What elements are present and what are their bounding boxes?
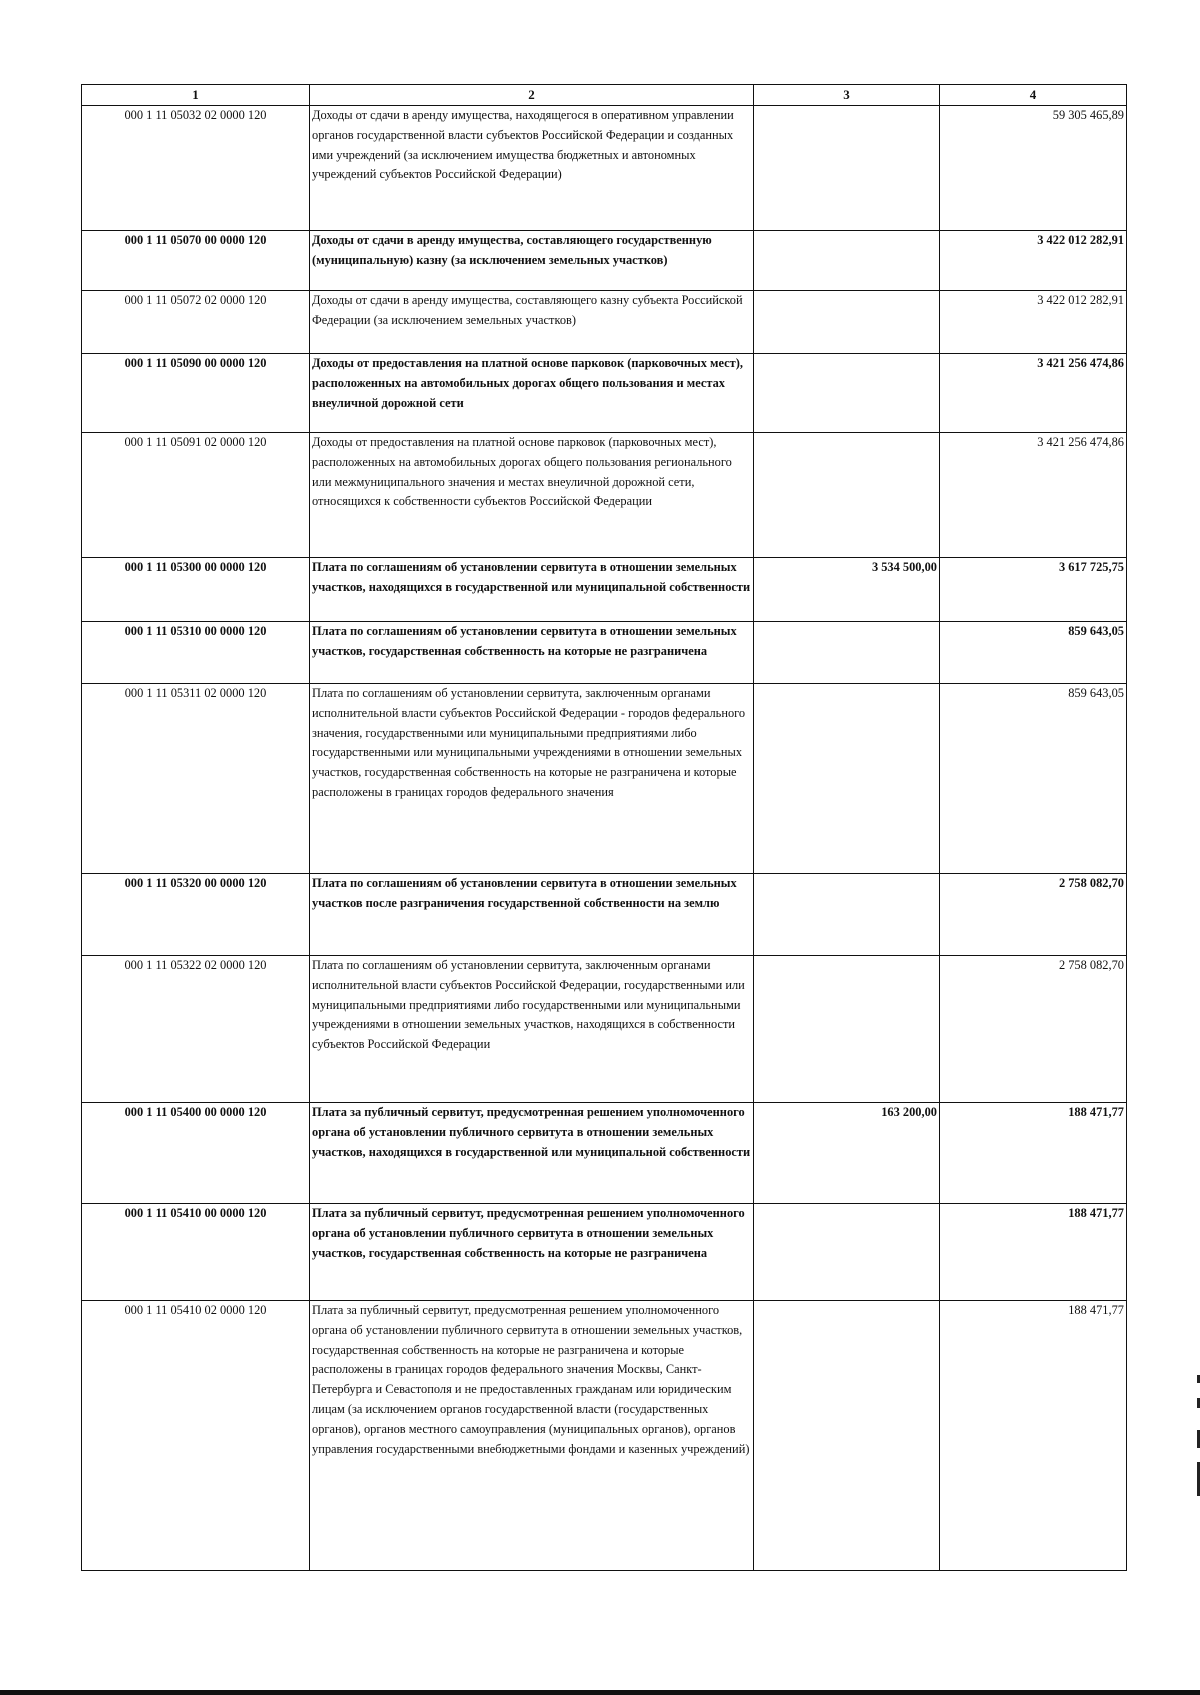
fact-amount-cell: 3 422 012 282,91 xyxy=(940,291,1127,354)
code-cell: 000 1 11 05072 02 0000 120 xyxy=(82,291,310,354)
description-cell: Плата по соглашениям об установлении сервитута, заключенным органами исполнительной власти субъектов Российской Федерации - городов федерального значения, государственными или муниципальными предприятиями либо государственными или муниципальными учреждениями в отношении земельных участков, государственная собственность на которые не разграничена и которые расположены в границах городов федерального значения xyxy=(310,684,754,874)
page-bottom-rule xyxy=(0,1690,1200,1695)
description-cell: Плата за публичный сервитут, предусмотренная решением уполномоченного органа об установлении публичного сервитута в отношении земельных участков, государственная собственность на которые не разграничена и которые расположены в границах городов федерального значения Москвы, Санкт-Петербурга и Севастополя и не предоставленных гражданам или юридическим лицам (за исключением органов государственной власти (государственных органов), органов местного самоуправления (муниципальных органов), органов управления государственными внебюджетными фондами и казенных учреждений) xyxy=(310,1301,754,1571)
revenue-table xyxy=(81,84,1127,1571)
column-header-fact: 4 xyxy=(940,85,1127,106)
table-row xyxy=(82,874,1127,956)
plan-amount-cell xyxy=(754,231,940,291)
code-cell: 000 1 11 05410 00 0000 120 xyxy=(82,1204,310,1301)
table-body xyxy=(82,106,1127,1571)
code-cell: 000 1 11 05400 00 0000 120 xyxy=(82,1103,310,1204)
table-row xyxy=(82,558,1127,622)
code-cell: 000 1 11 05320 00 0000 120 xyxy=(82,874,310,956)
description-cell: Плата по соглашениям об установлении сервитута в отношении земельных участков, государственная собственность на которые не разграничена xyxy=(310,622,754,684)
fact-amount-cell: 3 421 256 474,86 xyxy=(940,433,1127,558)
code-cell: 000 1 11 05091 02 0000 120 xyxy=(82,433,310,558)
plan-amount-cell: 3 534 500,00 xyxy=(754,558,940,622)
column-header-code: 1 xyxy=(82,85,310,106)
description-cell: Доходы от сдачи в аренду имущества, составляющего казну субъекта Российской Федерации (за исключением земельных участков) xyxy=(310,291,754,354)
fact-amount-cell: 3 617 725,75 xyxy=(940,558,1127,622)
description-cell: Плата по соглашениям об установлении сервитута в отношении земельных участков после разграничения государственной собственности на землю xyxy=(310,874,754,956)
fact-amount-cell: 188 471,77 xyxy=(940,1103,1127,1204)
code-cell: 000 1 11 05310 00 0000 120 xyxy=(82,622,310,684)
table-row xyxy=(82,106,1127,231)
description-cell: Плата за публичный сервитут, предусмотренная решением уполномоченного органа об установлении публичного сервитута в отношении земельных участков, находящихся в государственной или муниципальной собственности xyxy=(310,1103,754,1204)
plan-amount-cell xyxy=(754,1301,940,1571)
description-cell: Плата по соглашениям об установлении сервитута, заключенным органами исполнительной власти субъектов Российской Федерации, государственными или муниципальными предприятиями либо государственными или муниципальными учреждениями в отношении земельных участков, находящихся в собственности субъектов Российской Федерации xyxy=(310,956,754,1103)
table-row xyxy=(82,1204,1127,1301)
table-row xyxy=(82,231,1127,291)
table-row xyxy=(82,956,1127,1103)
column-header-plan: 3 xyxy=(754,85,940,106)
plan-amount-cell xyxy=(754,106,940,231)
description-cell: Доходы от сдачи в аренду имущества, составляющего государственную (муниципальную) казну (за исключением земельных участков) xyxy=(310,231,754,291)
code-cell: 000 1 11 05090 00 0000 120 xyxy=(82,354,310,433)
description-cell: Доходы от предоставления на платной основе парковок (парковочных мест), расположенных на автомобильных дорогах общего пользования и местах внеуличной дорожной сети xyxy=(310,354,754,433)
plan-amount-cell xyxy=(754,684,940,874)
plan-amount-cell xyxy=(754,874,940,956)
column-header-description: 2 xyxy=(310,85,754,106)
code-cell: 000 1 11 05070 00 0000 120 xyxy=(82,231,310,291)
code-cell: 000 1 11 05322 02 0000 120 xyxy=(82,956,310,1103)
fact-amount-cell: 3 422 012 282,91 xyxy=(940,231,1127,291)
table-row xyxy=(82,622,1127,684)
code-cell: 000 1 11 05300 00 0000 120 xyxy=(82,558,310,622)
fact-amount-cell: 3 421 256 474,86 xyxy=(940,354,1127,433)
description-cell: Доходы от сдачи в аренду имущества, находящегося в оперативном управлении органов государственной власти субъектов Российской Федерации и созданных ими учреждений (за исключением имущества бюджетных и автономных учреждений субъектов Российской Федерации) xyxy=(310,106,754,231)
fact-amount-cell: 59 305 465,89 xyxy=(940,106,1127,231)
fact-amount-cell: 188 471,77 xyxy=(940,1204,1127,1301)
plan-amount-cell xyxy=(754,354,940,433)
code-cell: 000 1 11 05311 02 0000 120 xyxy=(82,684,310,874)
table-row xyxy=(82,354,1127,433)
fact-amount-cell: 2 758 082,70 xyxy=(940,874,1127,956)
plan-amount-cell xyxy=(754,956,940,1103)
fact-amount-cell: 859 643,05 xyxy=(940,622,1127,684)
code-cell: 000 1 11 05410 02 0000 120 xyxy=(82,1301,310,1571)
plan-amount-cell xyxy=(754,1204,940,1301)
fact-amount-cell: 188 471,77 xyxy=(940,1301,1127,1571)
header-row xyxy=(82,85,1127,106)
table-row xyxy=(82,684,1127,874)
description-cell: Плата за публичный сервитут, предусмотренная решением уполномоченного органа об установлении публичного сервитута в отношении земельных участков, государственная собственность на которые не разграничена xyxy=(310,1204,754,1301)
table-row xyxy=(82,291,1127,354)
fact-amount-cell: 859 643,05 xyxy=(940,684,1127,874)
plan-amount-cell: 163 200,00 xyxy=(754,1103,940,1204)
fact-amount-cell: 2 758 082,70 xyxy=(940,956,1127,1103)
description-cell: Плата по соглашениям об установлении сервитута в отношении земельных участков, находящихся в государственной или муниципальной собственности xyxy=(310,558,754,622)
plan-amount-cell xyxy=(754,433,940,558)
table-row xyxy=(82,1103,1127,1204)
plan-amount-cell xyxy=(754,622,940,684)
table-row xyxy=(82,1301,1127,1571)
description-cell: Доходы от предоставления на платной основе парковок (парковочных мест), расположенных на автомобильных дорогах общего пользования регионального или межмуниципального значения и местах внеуличной дорожной сети, относящихся к собственности субъектов Российской Федерации xyxy=(310,433,754,558)
plan-amount-cell xyxy=(754,291,940,354)
table-row xyxy=(82,433,1127,558)
code-cell: 000 1 11 05032 02 0000 120 xyxy=(82,106,310,231)
